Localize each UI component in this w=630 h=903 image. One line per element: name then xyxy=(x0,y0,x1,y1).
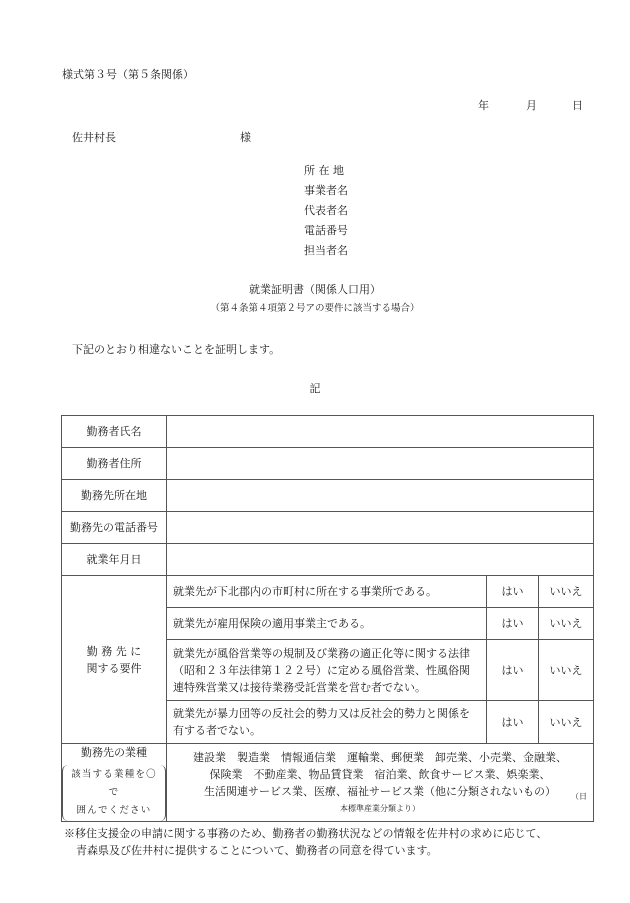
addressee: 佐井村長 xyxy=(72,131,116,144)
honorific: 様 xyxy=(240,131,251,144)
industry-line: 生活関連サービス業、医療、福祉サービス業（他に分類されないもの） xyxy=(204,784,556,798)
industry-line: 建設業 製造業 情報通信業 運輸業、郵便業 卸売業、小売業、金融業、 xyxy=(193,750,567,764)
requirement-yes-option[interactable]: はい xyxy=(487,640,539,701)
worker-name-label: 勤務者氏名 xyxy=(62,416,167,448)
date-month-label: 月 xyxy=(526,99,537,112)
table-row xyxy=(62,512,594,544)
applicant-phone-label: 電話番号 xyxy=(304,224,348,237)
workplace-address-label: 勤務先所在地 xyxy=(62,480,167,512)
industry-label: 勤務先の業種 xyxy=(81,746,147,759)
employment-date-label: 就業年月日 xyxy=(62,544,167,576)
requirement-yes-option[interactable]: はい xyxy=(487,576,539,608)
requirement-row xyxy=(62,576,594,608)
date-year-label: 年 xyxy=(478,99,489,112)
industry-label-cell xyxy=(62,744,167,822)
date-day-label: 日 xyxy=(572,99,583,112)
worker-name-field[interactable] xyxy=(167,416,594,448)
document-subtitle: （第４条第４項第２号アの要件に該当する場合） xyxy=(210,303,420,314)
industry-hint xyxy=(62,765,166,821)
requirements-label xyxy=(62,576,167,744)
applicant-business-name-label: 事業者名 xyxy=(304,184,348,197)
requirement-no-option[interactable]: いいえ xyxy=(539,701,594,744)
requirement-line: 就業先が暴力団等の反社会的勢力又は反社会的勢力と関係を xyxy=(173,707,470,720)
requirement-text xyxy=(167,701,487,744)
consent-note-line: 青森県及び佐井村に提供することについて、勤務者の同意を得ています。 xyxy=(76,844,438,857)
requirement-no-option[interactable]: いいえ xyxy=(539,608,594,640)
requirement-text xyxy=(167,608,487,640)
requirement-line: 有する者でない。 xyxy=(173,724,261,737)
industry-options[interactable] xyxy=(167,744,594,822)
consent-note xyxy=(64,825,547,859)
industry-source-note-open: （日 xyxy=(571,792,588,801)
workplace-phone-label: 勤務先の電話番号 xyxy=(62,512,167,544)
consent-note-line: ※移住支援金の申請に関する事務のため、勤務者の勤務状況などの情報を佐井村の求めに応じて、 xyxy=(64,827,548,840)
table-row xyxy=(62,480,594,512)
worker-address-label: 勤務者住所 xyxy=(62,448,167,480)
applicant-address-label: 所 在 地 xyxy=(304,164,344,177)
requirement-line: 連特殊営業又は接待業務受託営業を営む者でない。 xyxy=(173,680,426,694)
requirement-yes-option[interactable]: はい xyxy=(487,608,539,640)
requirement-line: 就業先が雇用保険の適用事業主である。 xyxy=(173,617,371,630)
applicant-representative-label: 代表者名 xyxy=(304,204,348,217)
industry-hint-line: 囲んでください xyxy=(76,805,152,816)
applicant-contact-label: 担当者名 xyxy=(304,244,348,257)
document-title: 就業証明書（関係人口用） xyxy=(249,283,381,296)
worker-address-field[interactable] xyxy=(167,448,594,480)
employment-date-field[interactable] xyxy=(167,544,594,576)
table-row xyxy=(62,416,594,448)
ki-heading: 記 xyxy=(309,382,321,395)
requirements-label-line: 勤 務 先 に xyxy=(86,644,142,658)
requirement-no-option[interactable]: いいえ xyxy=(539,640,594,701)
industry-line: 保険業 不動産業、物品賃貸業 宿泊業、飲食サービス業、娯楽業、 xyxy=(209,767,551,781)
workplace-address-field[interactable] xyxy=(167,480,594,512)
requirement-text xyxy=(167,576,487,608)
table-row xyxy=(62,544,594,576)
requirement-yes-option[interactable]: はい xyxy=(487,701,539,744)
requirement-line: 就業先が風俗営業等の規制及び業務の適正化等に関する法律 xyxy=(173,646,470,660)
industry-hint-line: 該当する業種を〇で xyxy=(71,769,157,798)
form-number: 様式第３号（第５条関係） xyxy=(62,68,194,81)
requirement-no-option[interactable]: いいえ xyxy=(539,576,594,608)
industry-row xyxy=(62,744,594,822)
certification-statement: 下記のとおり相違ないことを証明します。 xyxy=(72,343,281,356)
requirements-label-line: 関する要件 xyxy=(86,661,142,675)
industry-source-note: 本標準産業分類より） xyxy=(340,803,420,813)
table-row xyxy=(62,448,594,480)
requirement-line: （昭和２３年法律第１２２号）に定める風俗営業、性風俗関 xyxy=(173,663,470,677)
certificate-table xyxy=(61,415,594,822)
workplace-phone-field[interactable] xyxy=(167,512,594,544)
requirement-text xyxy=(167,640,487,701)
requirement-line: 就業先が下北郡内の市町村に所在する事業所である。 xyxy=(173,585,437,598)
